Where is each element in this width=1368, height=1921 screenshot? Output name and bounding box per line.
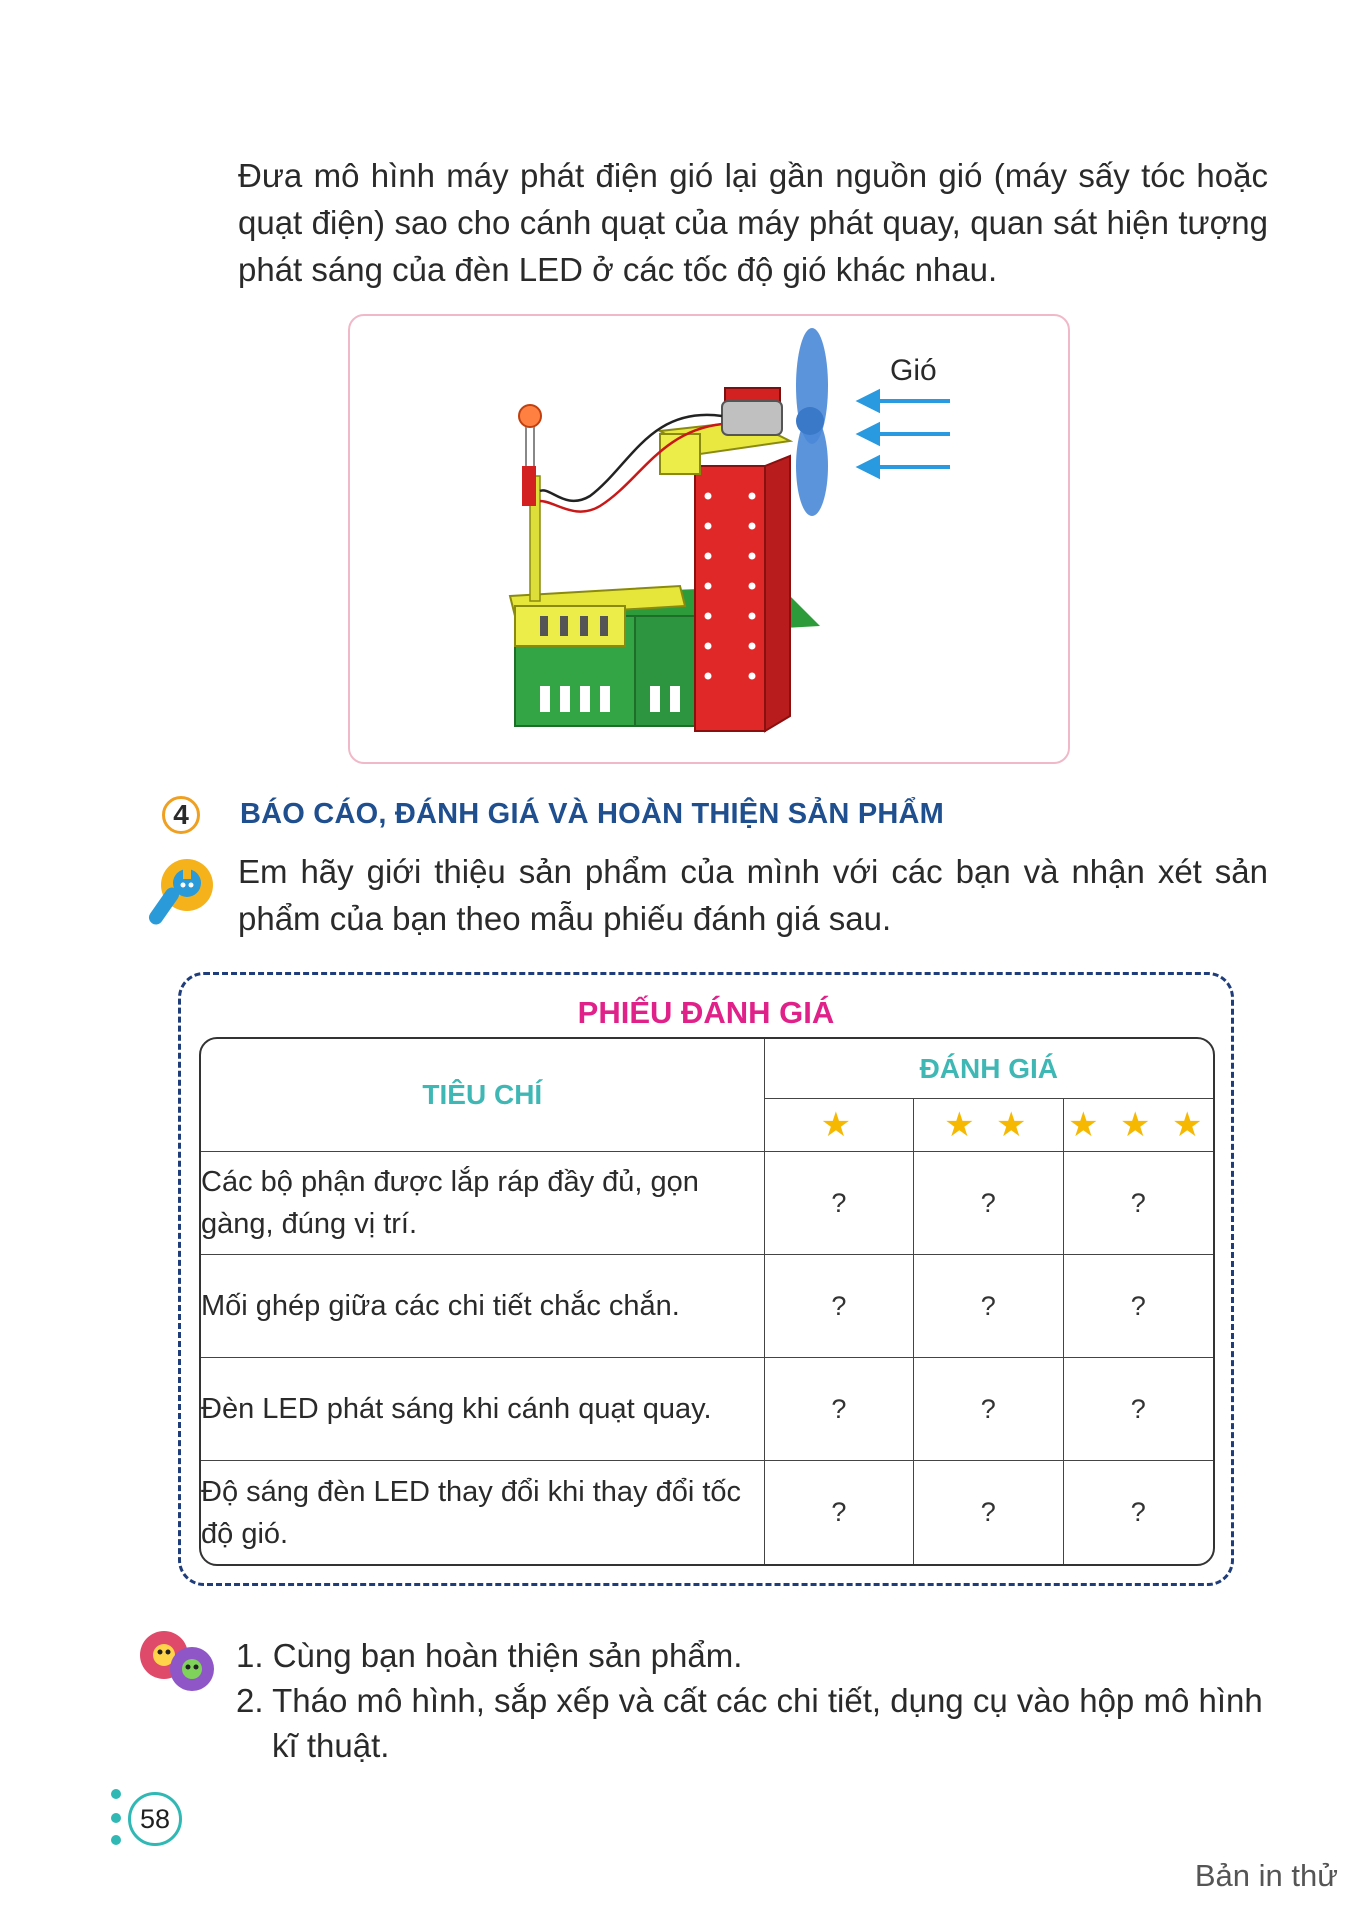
switch [522,466,536,506]
star-level-1: ★ [765,1099,914,1152]
table-row [201,1255,1213,1358]
fan-hub [796,407,824,435]
star-level-3: ★ ★ ★ [1064,1099,1213,1152]
wind-generator-illustration [350,316,1068,762]
star-level-2: ★ ★ [914,1099,1063,1152]
wind-label: Gió [890,354,937,387]
rating-header: ĐÁNH GIÁ [765,1039,1213,1099]
table-row [201,1152,1213,1255]
evaluation-table [199,1037,1215,1566]
list-item: 2. Tháo mô hình, sắp xếp và cất các chi tiết, dụng cụ vào hộp mô hình kĩ thuật. [236,1682,1263,1764]
evaluation-sheet [178,972,1234,1586]
criterion-cell: Mối ghép giữa các chi tiết chắc chắn. [201,1255,765,1358]
rating-cell[interactable]: ? [1130,1497,1146,1527]
rating-cell[interactable]: ? [914,1461,1063,1564]
rating-cell[interactable]: ? [765,1255,914,1358]
red-tower [695,466,765,731]
list-item: 1. Cùng bạn hoàn thiện sản phẩm. [236,1637,743,1674]
rating-cell[interactable]: ? [765,1152,914,1255]
rating-cell[interactable]: ? [914,1152,1063,1255]
rating-cell[interactable]: ? [1064,1358,1213,1461]
sheet-title: PHIẾU ĐÁNH GIÁ [577,995,835,1030]
criterion-cell: Đèn LED phát sáng khi cánh quạt quay. [201,1358,765,1461]
task-list [236,1633,1276,1768]
section-number: 4 [162,796,200,834]
rating-cell[interactable]: ? [1064,1255,1213,1358]
table-row [201,1461,1213,1564]
rating-cell[interactable]: ? [914,1255,1063,1358]
wind-arrows [860,392,950,476]
rating-cell[interactable]: ? [765,1461,914,1564]
wind-generator-figure [348,314,1070,764]
section-instruction: Em hãy giới thiệu sản phẩm của mình với các bạn và nhận xét sản phẩm của bạn theo mẫu phiếu đánh giá sau. [238,853,1268,937]
criteria-header: TIÊU CHÍ [201,1039,765,1152]
rating-cell[interactable]: ? [914,1358,1063,1461]
intro-paragraph: Đưa mô hình máy phát điện gió lại gần nguồn gió (máy sấy tóc hoặc quạt điện) sao cho cánh quạt của máy phát quay, quan sát hiện tượng phát sáng của đèn LED ở các tốc độ gió khác nhau. [238,157,1268,288]
table-row [201,1358,1213,1461]
gears-icon [136,1625,216,1695]
rating-cell[interactable]: ? [765,1358,914,1461]
motor [722,401,782,435]
criterion-cell: Các bộ phận được lắp ráp đầy đủ, gọn gàng, đúng vị trí. [201,1152,765,1255]
print-note: Bản in thử [1194,1858,1338,1893]
led-bulb [519,405,541,427]
wrench-icon [145,855,215,931]
rating-cell[interactable]: ? [1064,1152,1213,1255]
criterion-cell: Độ sáng đèn LED thay đổi khi thay đổi tốc độ gió. [201,1461,765,1564]
section-title: BÁO CÁO, ĐÁNH GIÁ VÀ HOÀN THIỆN SẢN PHẨM [240,798,945,830]
page-number: 58 [128,1792,182,1846]
